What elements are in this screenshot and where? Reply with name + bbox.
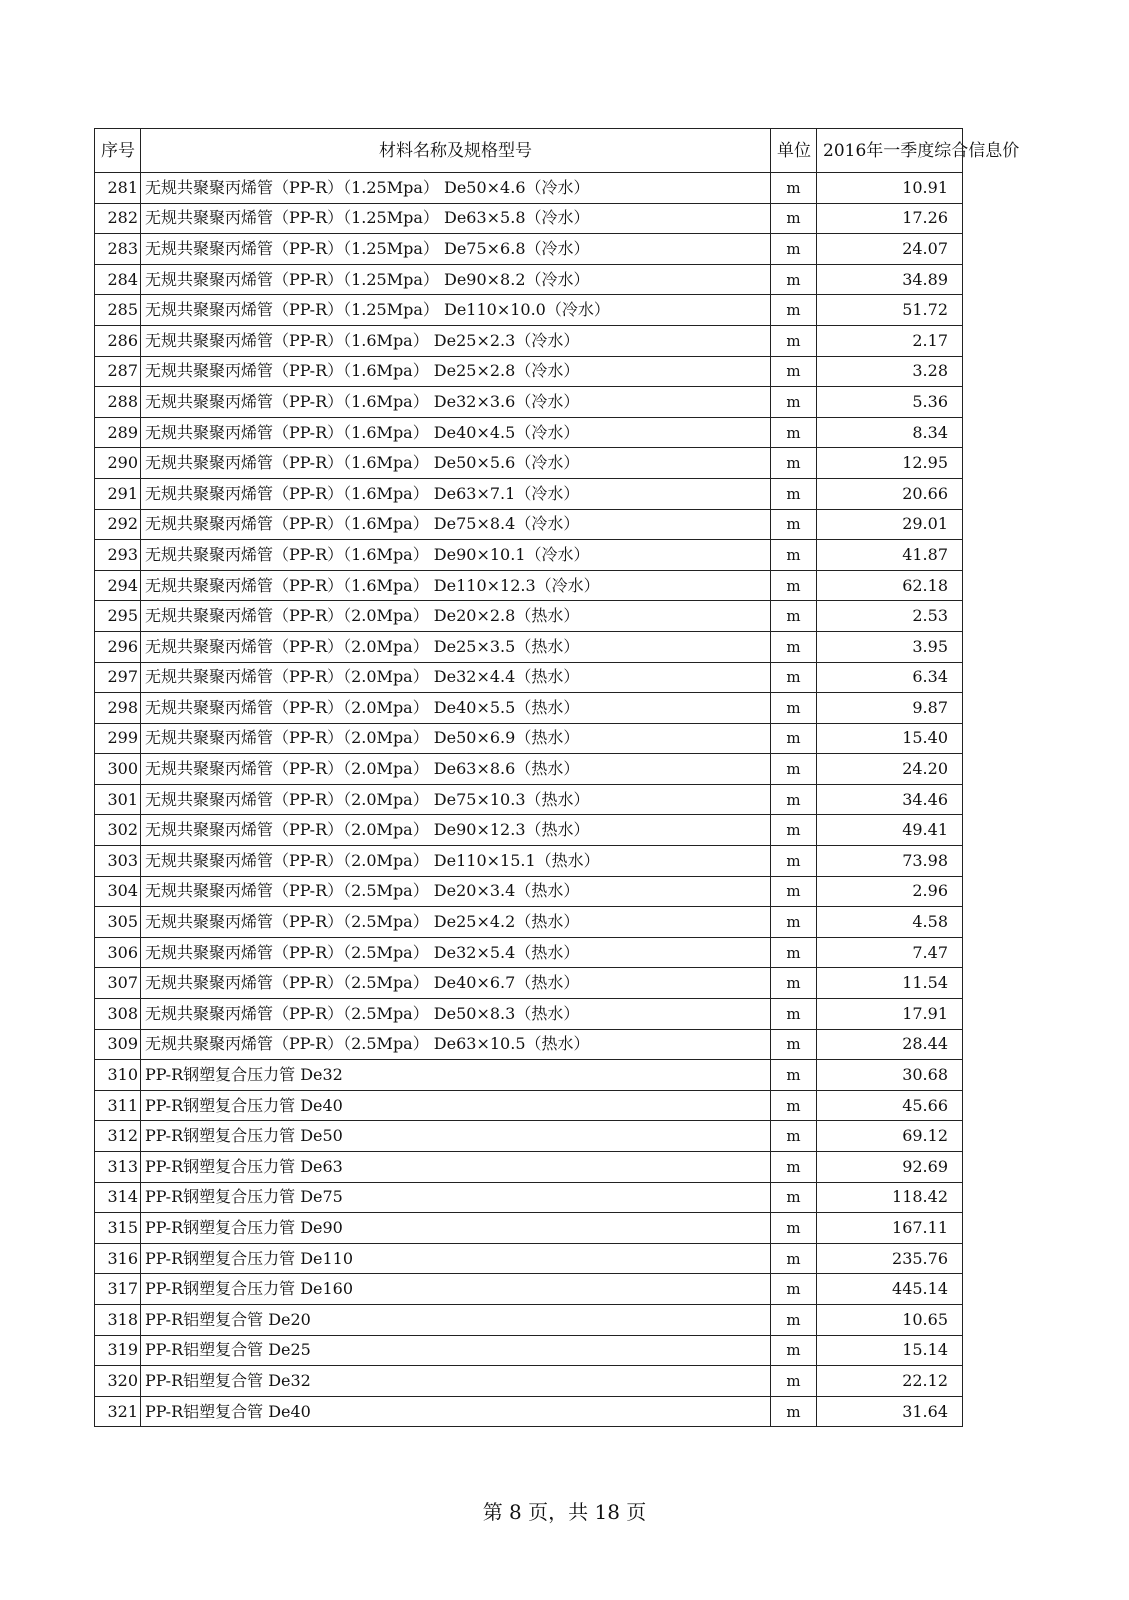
unit-cell: m <box>771 1090 817 1121</box>
material-name: 无规共聚聚丙烯管（PP-R）（2.0Mpa） De50×6.9（热水） <box>141 723 771 754</box>
unit-cell: m <box>771 968 817 999</box>
table-row <box>95 723 963 754</box>
row-number: 293 <box>95 540 141 571</box>
unit-cell: m <box>771 1396 817 1427</box>
table-row <box>95 693 963 724</box>
unit-cell: m <box>771 754 817 785</box>
price-cell: 235.76 <box>817 1243 963 1274</box>
material-name: PP-R钢塑复合压力管 De50 <box>141 1121 771 1152</box>
price-cell: 3.95 <box>817 631 963 662</box>
price-cell: 4.58 <box>817 907 963 938</box>
table-row <box>95 478 963 509</box>
price-cell: 15.14 <box>817 1335 963 1366</box>
header-no: 序号 <box>95 129 141 173</box>
unit-cell: m <box>771 1029 817 1060</box>
table-row <box>95 1029 963 1060</box>
row-number: 295 <box>95 601 141 632</box>
unit-cell: m <box>771 815 817 846</box>
header-name: 材料名称及规格型号 <box>141 129 771 173</box>
row-number: 300 <box>95 754 141 785</box>
material-name: 无规共聚聚丙烯管（PP-R）（2.5Mpa） De32×5.4（热水） <box>141 937 771 968</box>
row-number: 285 <box>95 295 141 326</box>
row-number: 282 <box>95 203 141 234</box>
unit-cell: m <box>771 937 817 968</box>
unit-cell: m <box>771 325 817 356</box>
unit-cell: m <box>771 907 817 938</box>
unit-cell: m <box>771 1121 817 1152</box>
material-name: 无规共聚聚丙烯管（PP-R）（2.0Mpa） De25×3.5（热水） <box>141 631 771 662</box>
unit-cell: m <box>771 570 817 601</box>
table-row <box>95 662 963 693</box>
unit-cell: m <box>771 1366 817 1397</box>
row-number: 301 <box>95 784 141 815</box>
row-number: 299 <box>95 723 141 754</box>
unit-cell: m <box>771 295 817 326</box>
material-name: PP-R钢塑复合压力管 De110 <box>141 1243 771 1274</box>
price-cell: 34.46 <box>817 784 963 815</box>
unit-cell: m <box>771 417 817 448</box>
table-row <box>95 264 963 295</box>
row-number: 294 <box>95 570 141 601</box>
price-cell: 17.91 <box>817 999 963 1030</box>
unit-cell: m <box>771 601 817 632</box>
row-number: 283 <box>95 234 141 265</box>
price-cell: 445.14 <box>817 1274 963 1305</box>
row-number: 306 <box>95 937 141 968</box>
table-row <box>95 325 963 356</box>
price-cell: 8.34 <box>817 417 963 448</box>
table-row <box>95 754 963 785</box>
table-body <box>95 173 963 1427</box>
row-number: 316 <box>95 1243 141 1274</box>
table-row <box>95 784 963 815</box>
material-name: 无规共聚聚丙烯管（PP-R）（1.6Mpa） De75×8.4（冷水） <box>141 509 771 540</box>
price-cell: 24.07 <box>817 234 963 265</box>
row-number: 312 <box>95 1121 141 1152</box>
material-name: 无规共聚聚丙烯管（PP-R）（1.6Mpa） De90×10.1（冷水） <box>141 540 771 571</box>
price-cell: 7.47 <box>817 937 963 968</box>
row-number: 288 <box>95 387 141 418</box>
material-name: 无规共聚聚丙烯管（PP-R）（1.25Mpa） De90×8.2（冷水） <box>141 264 771 295</box>
row-number: 284 <box>95 264 141 295</box>
row-number: 303 <box>95 846 141 877</box>
material-name: 无规共聚聚丙烯管（PP-R）（2.0Mpa） De32×4.4（热水） <box>141 662 771 693</box>
table-row <box>95 540 963 571</box>
table-row <box>95 1335 963 1366</box>
unit-cell: m <box>771 264 817 295</box>
unit-cell: m <box>771 1243 817 1274</box>
material-name: 无规共聚聚丙烯管（PP-R）（1.6Mpa） De25×2.8（冷水） <box>141 356 771 387</box>
price-table <box>94 128 1020 1427</box>
header-price: 2016年一季度综合信息价 <box>817 129 963 173</box>
unit-cell: m <box>771 448 817 479</box>
price-cell: 73.98 <box>817 846 963 877</box>
material-name: 无规共聚聚丙烯管（PP-R）（1.6Mpa） De110×12.3（冷水） <box>141 570 771 601</box>
unit-cell: m <box>771 387 817 418</box>
material-name: PP-R钢塑复合压力管 De32 <box>141 1060 771 1091</box>
row-number: 290 <box>95 448 141 479</box>
row-number: 298 <box>95 693 141 724</box>
table-row <box>95 1304 963 1335</box>
unit-cell: m <box>771 693 817 724</box>
material-name: PP-R钢塑复合压力管 De90 <box>141 1213 771 1244</box>
unit-cell: m <box>771 509 817 540</box>
price-cell: 69.12 <box>817 1121 963 1152</box>
unit-cell: m <box>771 662 817 693</box>
material-name: PP-R钢塑复合压力管 De63 <box>141 1152 771 1183</box>
price-cell: 11.54 <box>817 968 963 999</box>
row-number: 302 <box>95 815 141 846</box>
row-number: 307 <box>95 968 141 999</box>
table-row <box>95 448 963 479</box>
price-cell: 2.96 <box>817 876 963 907</box>
table-row <box>95 570 963 601</box>
table-row <box>95 815 963 846</box>
price-cell: 10.65 <box>817 1304 963 1335</box>
unit-cell: m <box>771 1304 817 1335</box>
table-header-row <box>95 129 963 173</box>
row-number: 310 <box>95 1060 141 1091</box>
price-cell: 15.40 <box>817 723 963 754</box>
row-number: 318 <box>95 1304 141 1335</box>
material-name: PP-R铝塑复合管 De25 <box>141 1335 771 1366</box>
material-name: 无规共聚聚丙烯管（PP-R）（2.5Mpa） De50×8.3（热水） <box>141 999 771 1030</box>
unit-cell: m <box>771 1274 817 1305</box>
price-cell: 17.26 <box>817 203 963 234</box>
price-cell: 2.53 <box>817 601 963 632</box>
table-row <box>95 295 963 326</box>
material-name: 无规共聚聚丙烯管（PP-R）（2.0Mpa） De40×5.5（热水） <box>141 693 771 724</box>
material-name: 无规共聚聚丙烯管（PP-R）（1.6Mpa） De63×7.1（冷水） <box>141 478 771 509</box>
price-cell: 3.28 <box>817 356 963 387</box>
table-row <box>95 1274 963 1305</box>
price-cell: 49.41 <box>817 815 963 846</box>
price-cell: 51.72 <box>817 295 963 326</box>
price-cell: 92.69 <box>817 1152 963 1183</box>
price-cell: 6.34 <box>817 662 963 693</box>
price-cell: 62.18 <box>817 570 963 601</box>
table-row <box>95 631 963 662</box>
table-row <box>95 1152 963 1183</box>
price-cell: 20.66 <box>817 478 963 509</box>
unit-cell: m <box>771 234 817 265</box>
row-number: 305 <box>95 907 141 938</box>
page-number: 第 8 页，共 18 页 <box>482 1500 647 1524</box>
material-name: 无规共聚聚丙烯管（PP-R）（2.0Mpa） De110×15.1（热水） <box>141 846 771 877</box>
unit-cell: m <box>771 784 817 815</box>
table-row <box>95 1396 963 1427</box>
unit-cell: m <box>771 478 817 509</box>
material-name: 无规共聚聚丙烯管（PP-R）（1.25Mpa） De75×6.8（冷水） <box>141 234 771 265</box>
material-name: 无规共聚聚丙烯管（PP-R）（2.0Mpa） De63×8.6（热水） <box>141 754 771 785</box>
price-cell: 22.12 <box>817 1366 963 1397</box>
table-row <box>95 1213 963 1244</box>
material-name: PP-R钢塑复合压力管 De160 <box>141 1274 771 1305</box>
row-number: 314 <box>95 1182 141 1213</box>
material-name: PP-R铝塑复合管 De32 <box>141 1366 771 1397</box>
material-name: 无规共聚聚丙烯管（PP-R）（2.5Mpa） De40×6.7（热水） <box>141 968 771 999</box>
row-number: 291 <box>95 478 141 509</box>
material-name: 无规共聚聚丙烯管（PP-R）（1.6Mpa） De50×5.6（冷水） <box>141 448 771 479</box>
unit-cell: m <box>771 540 817 571</box>
price-cell: 31.64 <box>817 1396 963 1427</box>
material-name: 无规共聚聚丙烯管（PP-R）（2.5Mpa） De25×4.2（热水） <box>141 907 771 938</box>
price-cell: 5.36 <box>817 387 963 418</box>
table-row <box>95 1182 963 1213</box>
price-cell: 45.66 <box>817 1090 963 1121</box>
price-cell: 30.68 <box>817 1060 963 1091</box>
table-row <box>95 937 963 968</box>
row-number: 304 <box>95 876 141 907</box>
price-cell: 9.87 <box>817 693 963 724</box>
unit-cell: m <box>771 876 817 907</box>
price-cell: 24.20 <box>817 754 963 785</box>
material-name: 无规共聚聚丙烯管（PP-R）（1.25Mpa） De50×4.6（冷水） <box>141 173 771 204</box>
unit-cell: m <box>771 203 817 234</box>
row-number: 319 <box>95 1335 141 1366</box>
table-row <box>95 417 963 448</box>
row-number: 296 <box>95 631 141 662</box>
table-row <box>95 1060 963 1091</box>
unit-cell: m <box>771 1060 817 1091</box>
price-cell: 167.11 <box>817 1213 963 1244</box>
price-cell: 2.17 <box>817 325 963 356</box>
row-number: 320 <box>95 1366 141 1397</box>
price-cell: 28.44 <box>817 1029 963 1060</box>
material-name: PP-R铝塑复合管 De20 <box>141 1304 771 1335</box>
material-name: 无规共聚聚丙烯管（PP-R）（1.6Mpa） De25×2.3（冷水） <box>141 325 771 356</box>
header-unit: 单位 <box>771 129 817 173</box>
table-row <box>95 968 963 999</box>
unit-cell: m <box>771 999 817 1030</box>
material-name: 无规共聚聚丙烯管（PP-R）（2.0Mpa） De75×10.3（热水） <box>141 784 771 815</box>
material-name: PP-R钢塑复合压力管 De40 <box>141 1090 771 1121</box>
row-number: 292 <box>95 509 141 540</box>
unit-cell: m <box>771 1182 817 1213</box>
table-row <box>95 1090 963 1121</box>
table-row <box>95 1121 963 1152</box>
row-number: 309 <box>95 1029 141 1060</box>
table-row <box>95 356 963 387</box>
material-name: 无规共聚聚丙烯管（PP-R）（1.25Mpa） De110×10.0（冷水） <box>141 295 771 326</box>
row-number: 287 <box>95 356 141 387</box>
table-row <box>95 234 963 265</box>
unit-cell: m <box>771 1152 817 1183</box>
table-row <box>95 173 963 204</box>
table-row <box>95 876 963 907</box>
price-cell: 41.87 <box>817 540 963 571</box>
row-number: 308 <box>95 999 141 1030</box>
table-row <box>95 509 963 540</box>
row-number: 297 <box>95 662 141 693</box>
material-name: 无规共聚聚丙烯管（PP-R）（2.0Mpa） De90×12.3（热水） <box>141 815 771 846</box>
unit-cell: m <box>771 1335 817 1366</box>
unit-cell: m <box>771 723 817 754</box>
table-row <box>95 999 963 1030</box>
unit-cell: m <box>771 631 817 662</box>
table-row <box>95 203 963 234</box>
price-cell: 12.95 <box>817 448 963 479</box>
row-number: 315 <box>95 1213 141 1244</box>
material-name: PP-R铝塑复合管 De40 <box>141 1396 771 1427</box>
row-number: 313 <box>95 1152 141 1183</box>
unit-cell: m <box>771 356 817 387</box>
price-cell: 34.89 <box>817 264 963 295</box>
material-name: 无规共聚聚丙烯管（PP-R）（1.6Mpa） De40×4.5（冷水） <box>141 417 771 448</box>
price-cell: 29.01 <box>817 509 963 540</box>
price-cell: 118.42 <box>817 1182 963 1213</box>
row-number: 281 <box>95 173 141 204</box>
unit-cell: m <box>771 846 817 877</box>
material-name: 无规共聚聚丙烯管（PP-R）（2.5Mpa） De63×10.5（热水） <box>141 1029 771 1060</box>
table-row <box>95 907 963 938</box>
row-number: 311 <box>95 1090 141 1121</box>
unit-cell: m <box>771 1213 817 1244</box>
row-number: 321 <box>95 1396 141 1427</box>
table-row <box>95 601 963 632</box>
material-name: 无规共聚聚丙烯管（PP-R）（1.25Mpa） De63×5.8（冷水） <box>141 203 771 234</box>
material-name: PP-R钢塑复合压力管 De75 <box>141 1182 771 1213</box>
table-row <box>95 387 963 418</box>
material-name: 无规共聚聚丙烯管（PP-R）（2.5Mpa） De20×3.4（热水） <box>141 876 771 907</box>
material-name: 无规共聚聚丙烯管（PP-R）（2.0Mpa） De20×2.8（热水） <box>141 601 771 632</box>
row-number: 286 <box>95 325 141 356</box>
table-row <box>95 1366 963 1397</box>
table-row <box>95 846 963 877</box>
table-row <box>95 1243 963 1274</box>
unit-cell: m <box>771 173 817 204</box>
row-number: 289 <box>95 417 141 448</box>
row-number: 317 <box>95 1274 141 1305</box>
price-cell: 10.91 <box>817 173 963 204</box>
material-name: 无规共聚聚丙烯管（PP-R）（1.6Mpa） De32×3.6（冷水） <box>141 387 771 418</box>
